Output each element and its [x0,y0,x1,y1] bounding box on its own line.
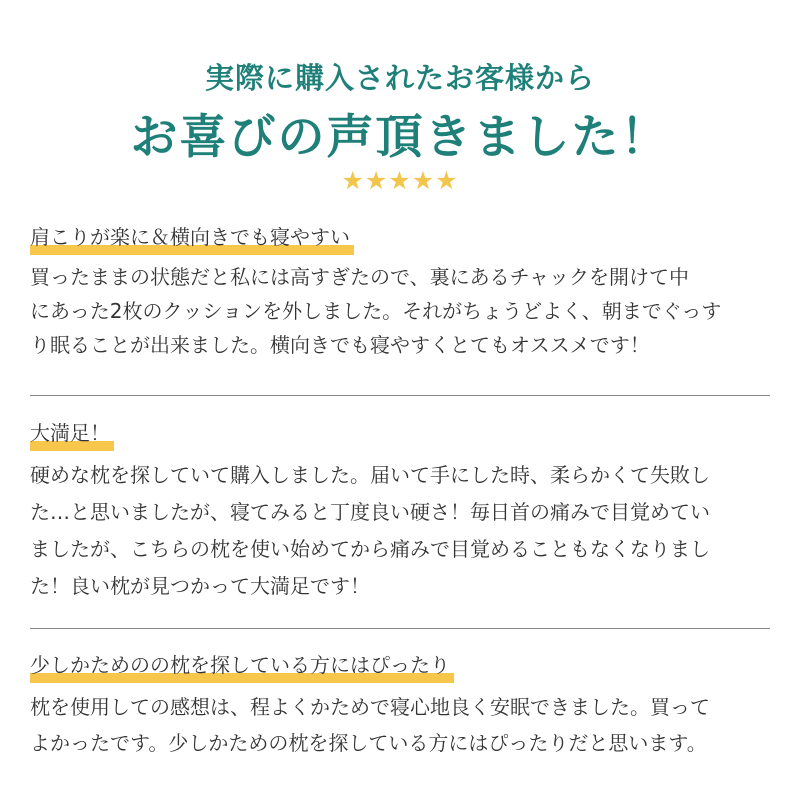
review-body-line: 買ったままの状態だと私には高すぎたので、裏にあるチャックを開けて中 [30,265,689,289]
review-body-line: た…と思いましたが、寝てみると丁度良い硬さ！毎日首の痛みで目覚めてい [30,500,710,524]
review-heading-wrap [30,224,770,258]
star-rating: ★★★★★ [341,166,459,195]
review-body-line: よかったです。少しかための枕を探している方にはぴったりだと思います。 [30,731,707,755]
header-title: お喜びの声頂きました！ [130,110,670,165]
review-body-line: にあった2枚のクッションを外しました。それがちょうどよく、朝までぐっす [30,299,722,323]
review-item [30,652,770,760]
review-item [30,420,770,603]
review-heading: 大満足！ [30,420,114,446]
review-heading-wrap [30,652,770,686]
header-subtitle: 実際に購入されたお客様から [204,61,595,95]
review-body-line: 枕を使用しての感想は、程よくかためで寝心地良く安眠できました。買って [30,695,710,719]
review-body-line: ましたが、こちらの枕を使い始めてから痛みで目覚めることもなくなりまし [30,537,710,561]
review-divider [30,628,770,629]
review-body-line: た！良い枕が見つかって大満足です！ [30,574,370,598]
review-body-line: 硬めな枕を探していて購入しました。届いて手にした時、柔らかくて失敗し [30,463,710,487]
review-heading: 肩こりが楽に＆横向きでも寝やすい [30,224,354,250]
review-divider [30,395,770,396]
review-heading-wrap [30,420,770,454]
review-body-line: り眠ることが出来ました。横向きでも寝やすくとてもオススメです！ [30,333,650,357]
review-heading: 少しかためのの枕を探している方にはぴったり [30,652,454,678]
review-item [30,224,770,362]
